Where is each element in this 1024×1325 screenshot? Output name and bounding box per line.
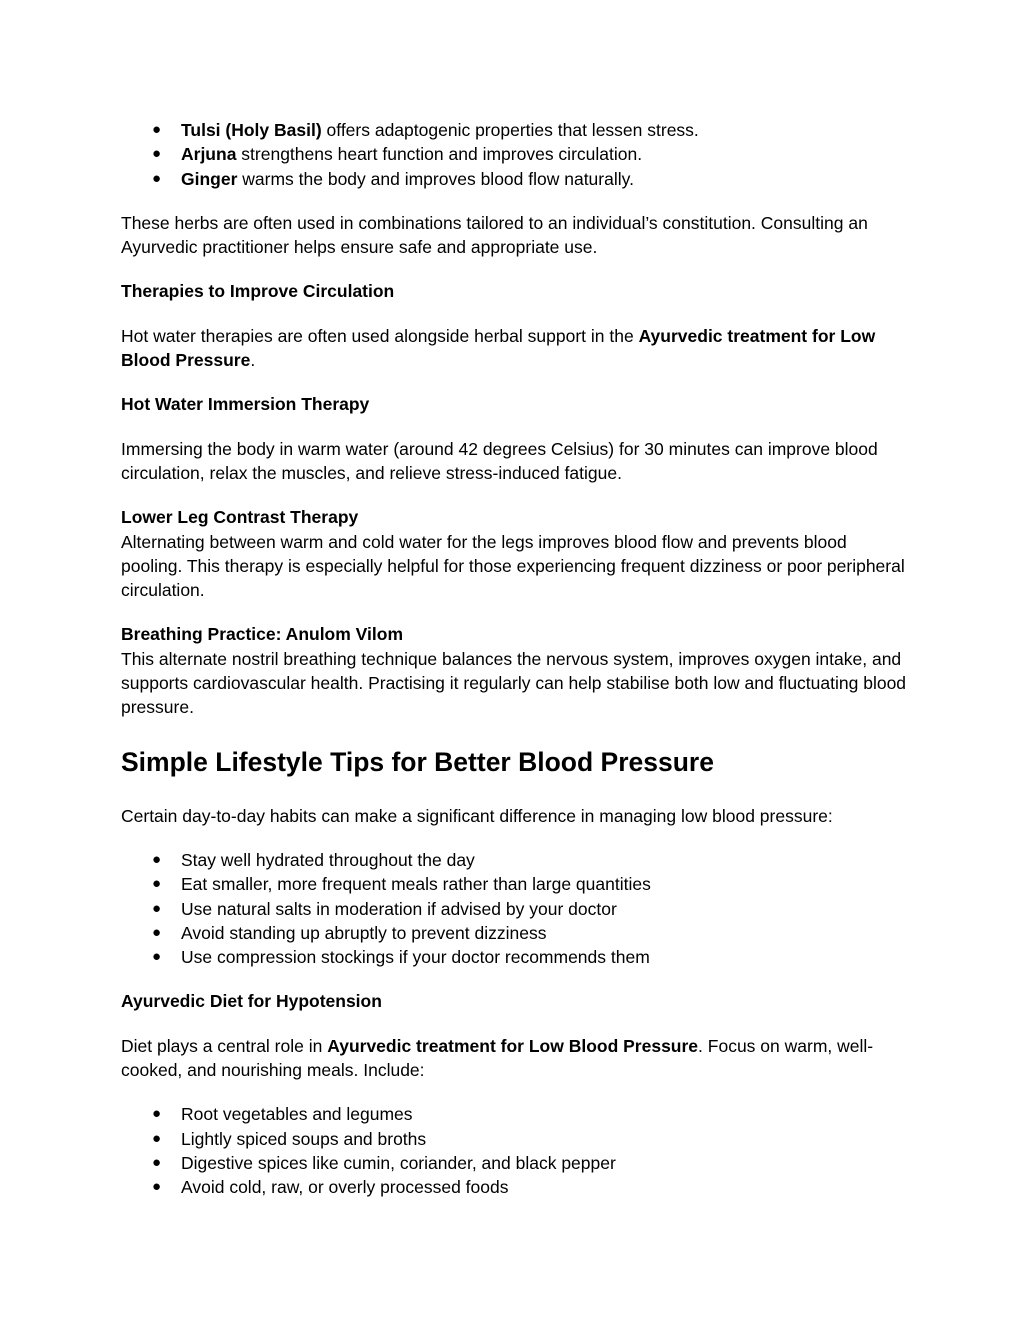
therapies-intro-end: .: [250, 350, 256, 371]
herbs-list: [121, 118, 911, 191]
diet-heading: Ayurvedic Diet for Hypotension: [121, 991, 382, 1012]
diet-intro: [121, 1034, 911, 1083]
herb-name: Tulsi (Holy Basil): [181, 120, 322, 140]
breathing-body: This alternate nostril breathing technique balances the nervous system, improves oxygen intake, and supports cardiovascular health. Practising it regularly can help stabilise both low and fluctuating blood pressure.: [121, 648, 907, 718]
list-item: [121, 848, 911, 872]
diet-items-list: [121, 1102, 911, 1199]
list-item: [121, 167, 911, 191]
lifestyle-heading: Simple Lifestyle Tips for Better Blood Pressure: [121, 746, 714, 777]
list-item: [121, 1127, 911, 1151]
bullet-icon: ●: [152, 948, 162, 966]
herb-description: strengthens heart function and improves circulation.: [236, 144, 643, 165]
bullet-icon: ●: [152, 875, 162, 893]
bullet-icon: ●: [152, 1178, 162, 1196]
list-item: [121, 1175, 911, 1199]
list-item: [121, 945, 911, 969]
therapies-intro-emphasis: Ayurvedic treatment for Low Blood Pressure: [121, 325, 876, 371]
diet-intro-text: Diet plays a central role in: [121, 1035, 328, 1056]
diet-intro-emphasis: Ayurvedic treatment for Low Blood Pressure: [327, 1035, 699, 1056]
tip-text: Stay well hydrated throughout the day: [181, 849, 475, 870]
list-item: [121, 921, 911, 945]
bullet-icon: ●: [152, 1105, 162, 1123]
bullet-icon: ●: [152, 169, 162, 187]
diet-item-text: Root vegetables and legumes: [181, 1104, 413, 1125]
hot-water-body: Immersing the body in warm water (around 42 degrees Celsius) for 30 minutes can improve blood circulation, relax the muscles, and relieve stress-induced fatigue.: [121, 438, 878, 483]
therapies-intro-text: Hot water therapies are often used alongside herbal support in the: [121, 325, 639, 346]
bullet-icon: ●: [152, 923, 162, 941]
tip-text: Use compression stockings if your doctor recommends them: [181, 947, 650, 968]
list-item: [121, 872, 911, 896]
bullet-icon: ●: [152, 121, 162, 138]
herb-name: Arjuna: [181, 144, 237, 165]
hot-water-heading: Hot Water Immersion Therapy: [121, 394, 370, 415]
diet-item-text: Avoid cold, raw, or overly processed foods: [181, 1177, 509, 1198]
diet-item-text: Digestive spices like cumin, coriander, and black pepper: [181, 1152, 616, 1173]
list-item: [121, 1151, 911, 1175]
bullet-icon: ●: [152, 1153, 162, 1171]
list-item: [121, 1102, 911, 1126]
diet-intro-end: . Focus on warm, well-cooked, and nourishing meals. Include:: [121, 1035, 874, 1081]
herb-description: offers adaptogenic properties that lessen stress.: [321, 120, 699, 140]
breathing-heading: Breathing Practice: Anulom Vilom: [121, 624, 403, 645]
list-item: [121, 142, 911, 166]
tip-text: Avoid standing up abruptly to prevent dizziness: [181, 922, 547, 943]
lifestyle-intro: Certain day-to-day habits can make a significant difference in managing low blood pressure:: [121, 805, 833, 826]
diet-item-text: Lightly spiced soups and broths: [181, 1128, 427, 1149]
bullet-icon: ●: [152, 145, 162, 163]
lifestyle-tips-list: [121, 848, 911, 969]
tip-text: Use natural salts in moderation if advised by your doctor: [181, 898, 617, 919]
bullet-icon: ●: [152, 1129, 162, 1147]
herbs-note: These herbs are often used in combinations tailored to an individual’s constitution. Consulting an Ayurvedic practitioner helps ensure safe and appropriate use.: [121, 212, 868, 258]
list-item: [121, 118, 911, 142]
document-page: [121, 118, 911, 1220]
list-item: [121, 897, 911, 921]
herb-description: warms the body and improves blood flow naturally.: [237, 168, 634, 189]
tip-text: Eat smaller, more frequent meals rather than large quantities: [181, 874, 651, 895]
herb-name: Ginger: [181, 168, 238, 189]
bullet-icon: ●: [152, 899, 162, 917]
therapies-intro: [121, 324, 911, 373]
lower-leg-body: Alternating between warm and cold water for the legs improves blood flow and prevents blood pooling. This therapy is especially helpful for those experiencing frequent dizziness or poor peripheral circulation.: [121, 531, 905, 601]
therapies-heading: Therapies to Improve Circulation: [121, 281, 395, 302]
lower-leg-heading: Lower Leg Contrast Therapy: [121, 507, 359, 528]
bullet-icon: ●: [152, 850, 162, 868]
